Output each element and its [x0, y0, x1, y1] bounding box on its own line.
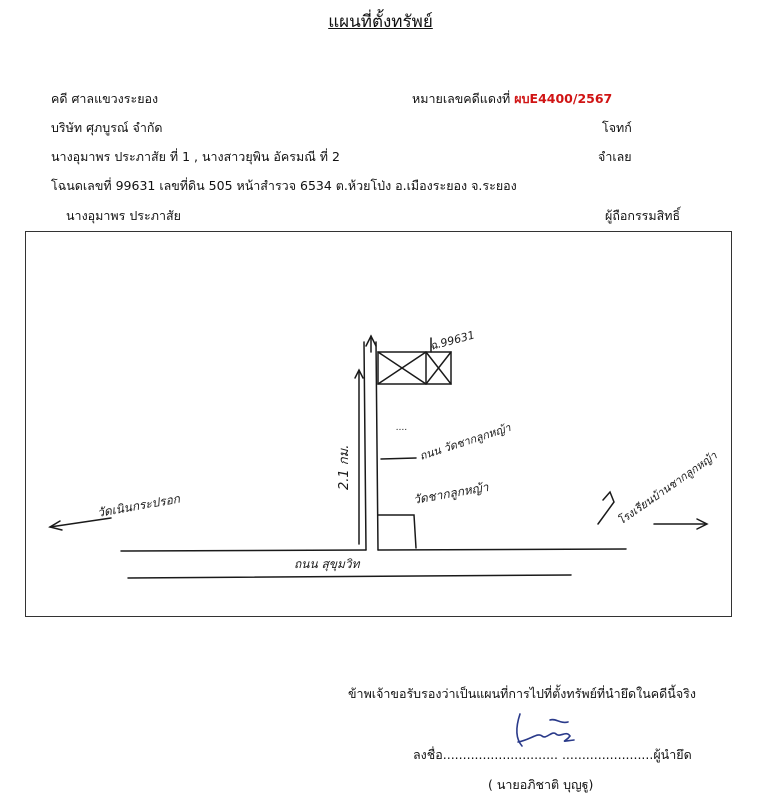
certification-statement: ข้าพเจ้าขอรับรองว่าเป็นแผนที่การไปที่ตั้งทรัพย์ที่นำยึดในคดีนี้จริง: [348, 686, 696, 701]
map-dots: ....: [396, 423, 408, 433]
defendants: นางอุมาพร ประภาสัย ที่ 1 , นางสาวยุพิน อัครมณี ที่ 2: [51, 149, 340, 164]
main-road-upper-right-line: [378, 549, 626, 550]
soi-road-left-line: [364, 342, 366, 550]
main-road-lower-line: [128, 575, 571, 578]
deed-map-label: ฉ.99631: [428, 328, 477, 353]
defendant-role: จำเลย: [598, 149, 632, 164]
sign-role: ผู้นำยึด: [653, 747, 692, 762]
plaintiff-name: บริษัท ศุภบูรณ์ จำกัด: [51, 120, 163, 135]
main-road-label: ถนน สุขุมวิท: [294, 557, 360, 571]
case-number-line: [412, 89, 612, 109]
owner-role: ผู้ถือกรรมสิทธิ์: [605, 208, 681, 223]
main-road-upper-left-line: [121, 550, 366, 551]
page-title: แผนที่ตั้งทรัพย์: [328, 12, 433, 32]
right-direction-squiggle: [598, 492, 614, 524]
temple-marker: [378, 515, 416, 548]
deed-info: โฉนดเลขที่ 99631 เลขที่ดิน 505 หน้าสำรวจ 6534 ต.ห้วยโป่ง อ.เมืองระยอง จ.ระยอง: [51, 178, 517, 193]
distance-label: 2.1 กม.: [337, 444, 352, 490]
plaintiff-role: โจทก์: [602, 120, 632, 135]
case-number-label: หมายเลขคดีแดงที่: [412, 91, 511, 106]
left-direction-label: วัดเนินกระปรอก: [96, 491, 181, 520]
temple-label: วัดชากลูกหญ้า: [412, 479, 490, 507]
case-court: คดี ศาลแขวงระยอง: [51, 91, 159, 106]
owner-name: นางอุมาพร ประภาสัย: [66, 208, 181, 223]
soi-road-label: ถนน วัดชากลูกหญ้า: [417, 421, 513, 463]
signer-name: ( นายอภิชาติ บุญฐู): [488, 777, 594, 792]
right-direction-label: โรงเรียนบ้านชากลูกหญ้า: [615, 449, 720, 528]
sign-prefix: ลงชื่อ..................: [413, 747, 515, 762]
soi-label-pointer: [381, 458, 416, 459]
location-map: [25, 231, 732, 617]
case-number-value: ผบE4400/2567: [514, 91, 613, 106]
handwritten-signature: [508, 708, 583, 753]
property-parcel-box: [378, 352, 451, 384]
map-drawing: [26, 232, 733, 618]
sign-dots-after: ........... .......................: [514, 747, 654, 762]
